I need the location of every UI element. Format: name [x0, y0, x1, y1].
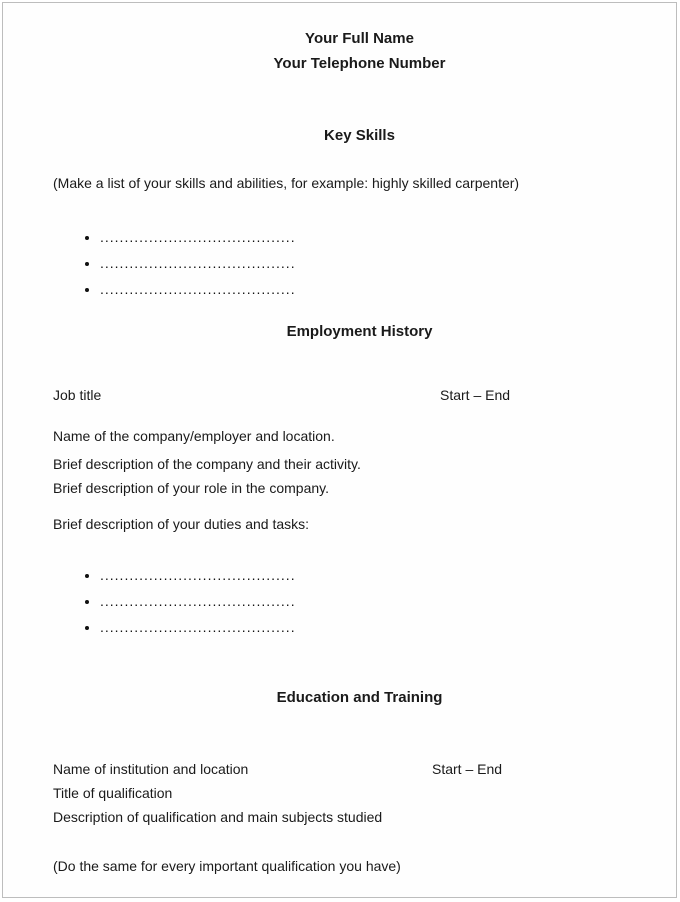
list-item: • ........................................	[100, 562, 666, 588]
list-item: • ........................................	[100, 250, 666, 276]
employment-history-heading: Employment History	[286, 323, 433, 340]
institution-label: Name of institution and location	[53, 761, 249, 777]
role-line: Brief description of your role in the company.	[53, 480, 329, 496]
company-activity-line: Brief description of the company and their activity.	[53, 456, 361, 472]
company-line: Name of the company/employer and location.	[53, 428, 335, 444]
education-training-heading: Education and Training	[276, 689, 443, 706]
employment-header-row	[53, 388, 666, 402]
telephone-heading: Your Telephone Number	[273, 55, 446, 72]
qualification-title-line: Title of qualification	[53, 785, 173, 801]
job-title-label: Job title	[53, 387, 102, 403]
education-date-range: Start – End	[432, 761, 503, 777]
full-name-heading: Your Full Name	[305, 30, 414, 47]
list-item: • ........................................	[100, 614, 666, 640]
key-skills-heading: Key Skills	[324, 127, 395, 144]
list-item: • ........................................	[100, 588, 666, 614]
education-header-row	[53, 762, 666, 776]
duties-list	[53, 562, 666, 640]
duties-label: Brief description of your duties and tasks:	[53, 516, 310, 532]
cv-page	[2, 2, 677, 898]
qualification-description-line: Description of qualification and main subjects studied	[53, 809, 383, 825]
list-item: • ........................................	[100, 224, 666, 250]
employment-date-range: Start – End	[440, 387, 511, 403]
education-note: (Do the same for every important qualification you have)	[53, 858, 401, 874]
key-skills-list	[53, 224, 666, 302]
list-item: • ........................................	[100, 276, 666, 302]
key-skills-hint: (Make a list of your skills and abilities, for example: highly skilled carpenter)	[53, 175, 520, 191]
